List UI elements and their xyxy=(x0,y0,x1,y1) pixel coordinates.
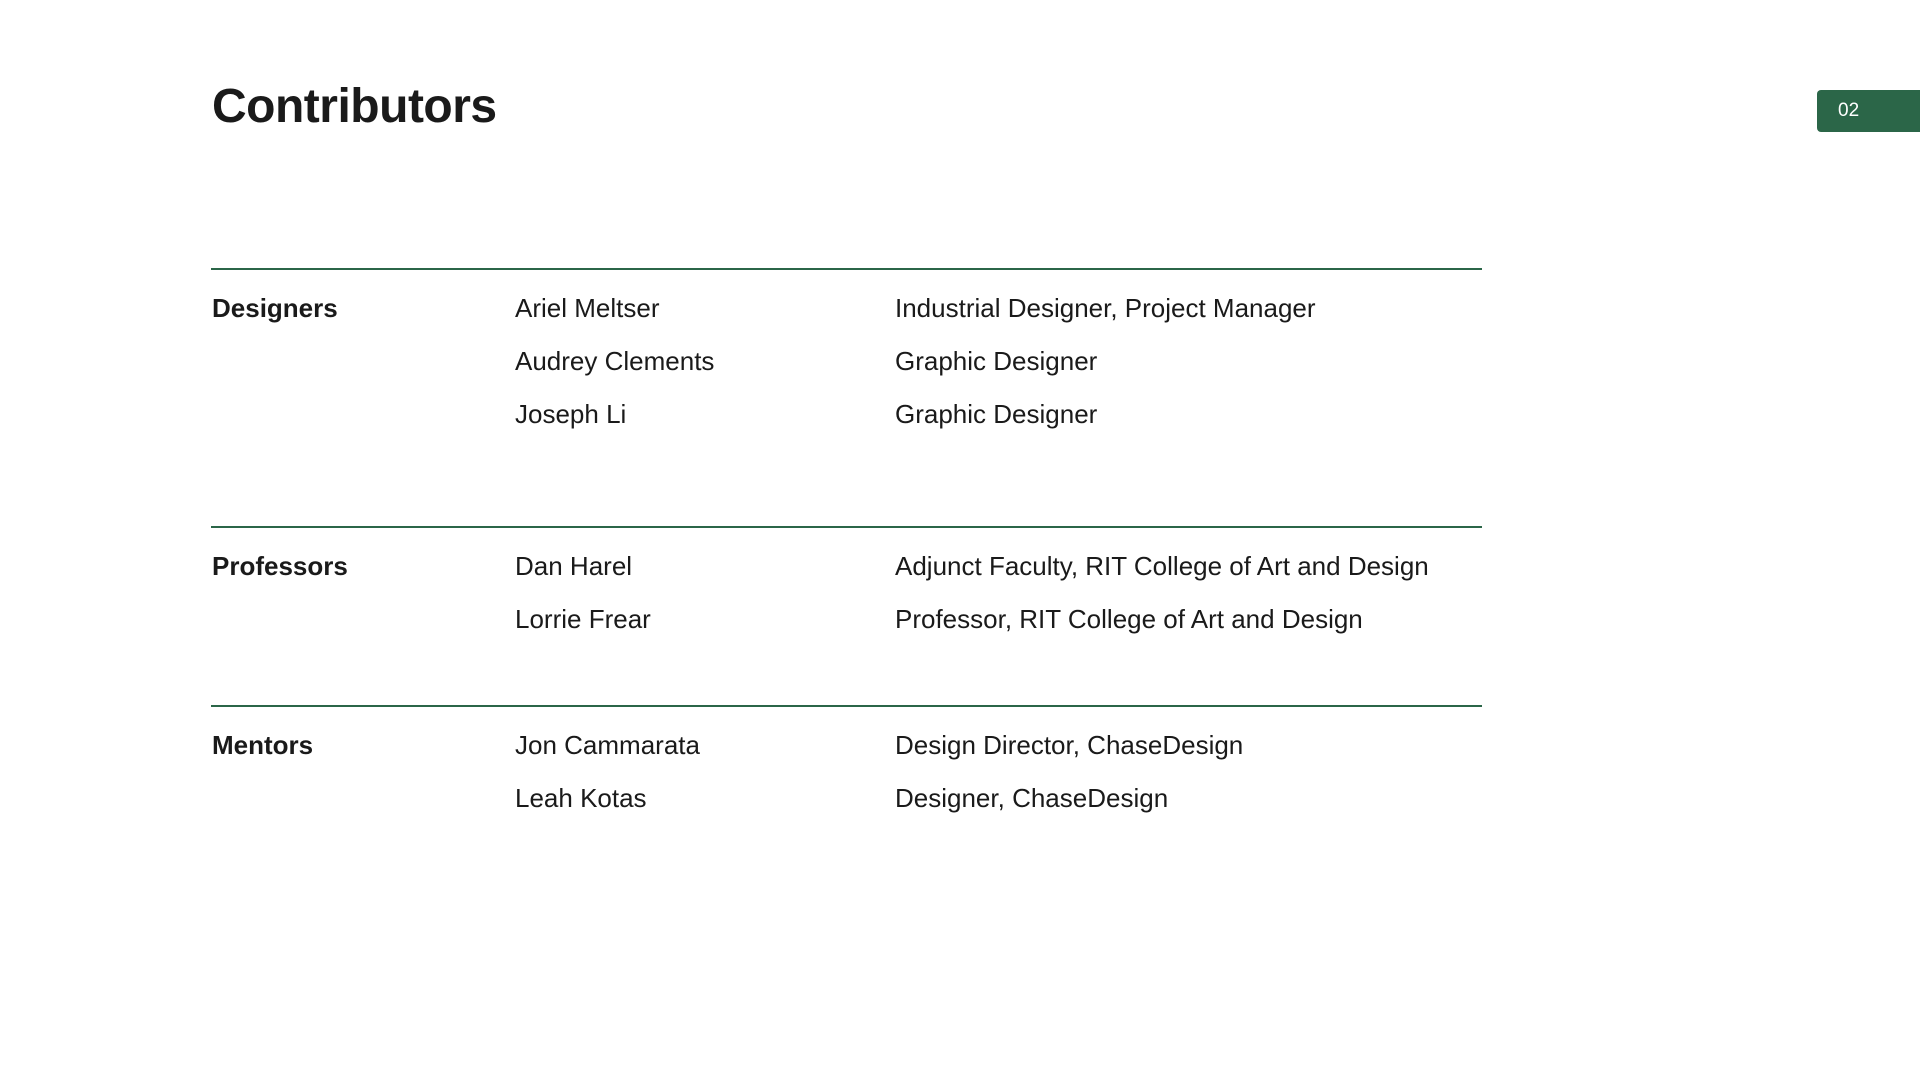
contributor-name: Joseph Li xyxy=(515,399,627,429)
contributor-role: Design Director, ChaseDesign xyxy=(895,730,1244,760)
contributor-name: Dan Harel xyxy=(515,551,633,581)
contributor-row xyxy=(515,345,1482,398)
contributor-role: Designer, ChaseDesign xyxy=(895,783,1169,813)
contributor-list xyxy=(515,550,1482,656)
contributor-row xyxy=(515,782,1482,835)
contributor-row xyxy=(515,550,1482,603)
section-label: Designers xyxy=(212,293,338,323)
section-label: Professors xyxy=(212,551,348,581)
contributor-role: Graphic Designer xyxy=(895,399,1098,429)
section-designers xyxy=(211,268,1482,429)
section-professors xyxy=(211,526,1482,634)
contributor-role: Industrial Designer, Project Manager xyxy=(895,293,1316,323)
contributor-name: Leah Kotas xyxy=(515,783,647,813)
contributor-list xyxy=(515,292,1482,451)
section-mentors xyxy=(211,705,1482,813)
contributor-row xyxy=(515,292,1482,345)
contributor-name: Lorrie Frear xyxy=(515,604,651,634)
contributor-row xyxy=(515,603,1482,656)
contributor-row xyxy=(515,729,1482,782)
contributor-name: Jon Cammarata xyxy=(515,730,700,760)
contributor-role: Professor, RIT College of Art and Design xyxy=(895,604,1363,634)
page-title: Contributors xyxy=(212,80,497,133)
contributor-list xyxy=(515,729,1482,835)
page-number-tab: 02 xyxy=(1817,90,1920,132)
contributor-row xyxy=(515,398,1482,451)
contributor-role: Graphic Designer xyxy=(895,346,1098,376)
contributor-name: Ariel Meltser xyxy=(515,293,660,323)
contributor-role: Adjunct Faculty, RIT College of Art and Design xyxy=(895,551,1429,581)
section-label: Mentors xyxy=(212,730,314,760)
contributor-name: Audrey Clements xyxy=(515,346,715,376)
